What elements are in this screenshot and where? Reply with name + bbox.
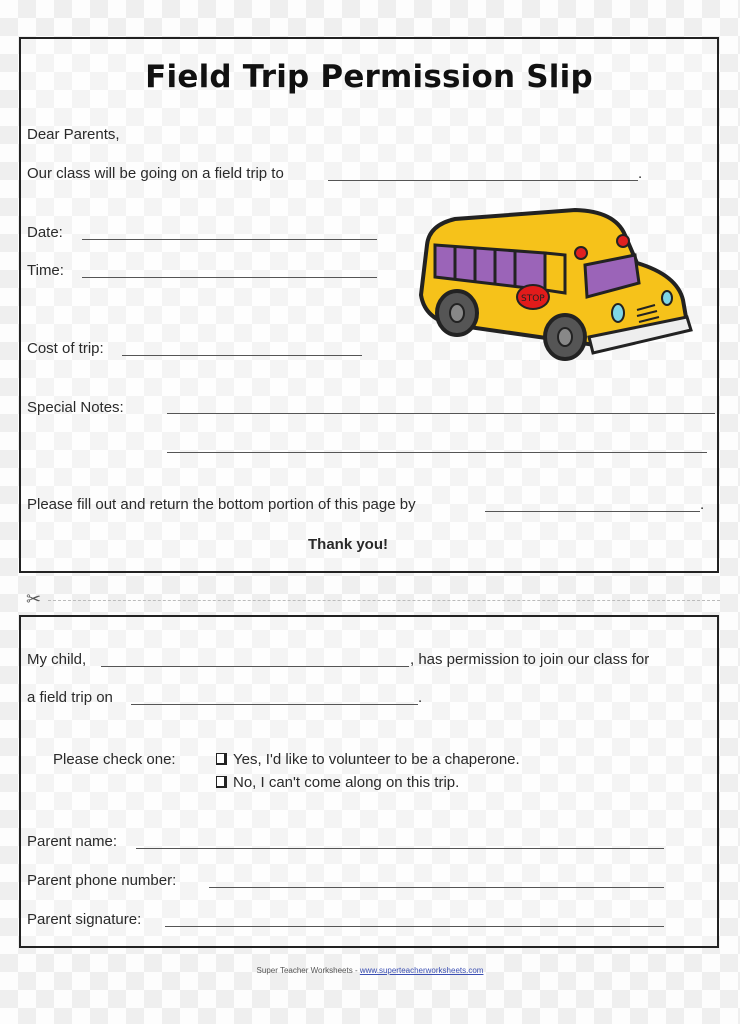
parent-name-field[interactable]	[136, 848, 664, 849]
child-name-field[interactable]	[101, 666, 409, 667]
time-field[interactable]	[82, 277, 377, 278]
thank-you: Thank you!	[308, 536, 389, 553]
parent-signature-label: Parent signature:	[27, 911, 142, 928]
check-label: Please check one:	[53, 751, 176, 768]
footer-text: Super Teacher Worksheets -	[256, 966, 360, 975]
cost-field[interactable]	[122, 355, 362, 356]
cost-label: Cost of trip:	[27, 340, 104, 357]
option-decline[interactable]	[216, 774, 459, 791]
checkbox-icon[interactable]	[216, 776, 227, 788]
date-field[interactable]	[82, 239, 377, 240]
school-bus-image	[415, 205, 695, 365]
child-suffix: , has permission to join our class for	[410, 651, 650, 668]
page-title: Field Trip Permission Slip	[145, 59, 593, 95]
option-decline-label: No, I can't come along on this trip.	[233, 774, 460, 791]
trip-period: .	[418, 689, 423, 706]
footer-link[interactable]: www.superteacherworksheets.com	[359, 966, 484, 975]
trip-date-field[interactable]	[131, 704, 418, 705]
notes-field-line-1[interactable]	[167, 413, 715, 414]
svg-text:STOP: STOP	[521, 294, 545, 304]
scissors-icon: ✂	[26, 589, 42, 609]
parent-name-label: Parent name:	[27, 833, 118, 850]
return-instructions: Please fill out and return the bottom portion of this page by	[27, 496, 416, 513]
return-period: .	[700, 496, 705, 513]
child-prefix: My child,	[27, 651, 87, 668]
intro-period: .	[638, 165, 643, 182]
notes-field-line-2[interactable]	[167, 452, 707, 453]
cut-line	[48, 600, 720, 601]
trip-prefix: a field trip on	[27, 689, 113, 706]
return-date-field[interactable]	[485, 511, 700, 512]
date-label: Date:	[27, 224, 63, 241]
option-volunteer[interactable]	[216, 751, 520, 768]
checkbox-icon[interactable]	[216, 753, 227, 765]
parent-signature-field[interactable]	[165, 926, 664, 927]
time-label: Time:	[27, 262, 64, 279]
destination-field[interactable]	[328, 180, 638, 181]
greeting: Dear Parents,	[27, 126, 120, 143]
parent-phone-field[interactable]	[209, 887, 664, 888]
parent-phone-label: Parent phone number:	[27, 872, 177, 889]
option-volunteer-label: Yes, I'd like to volunteer to be a chaperone.	[233, 751, 520, 768]
footer	[0, 966, 740, 975]
intro-text: Our class will be going on a field trip to	[27, 165, 284, 182]
notes-label: Special Notes:	[27, 399, 124, 416]
